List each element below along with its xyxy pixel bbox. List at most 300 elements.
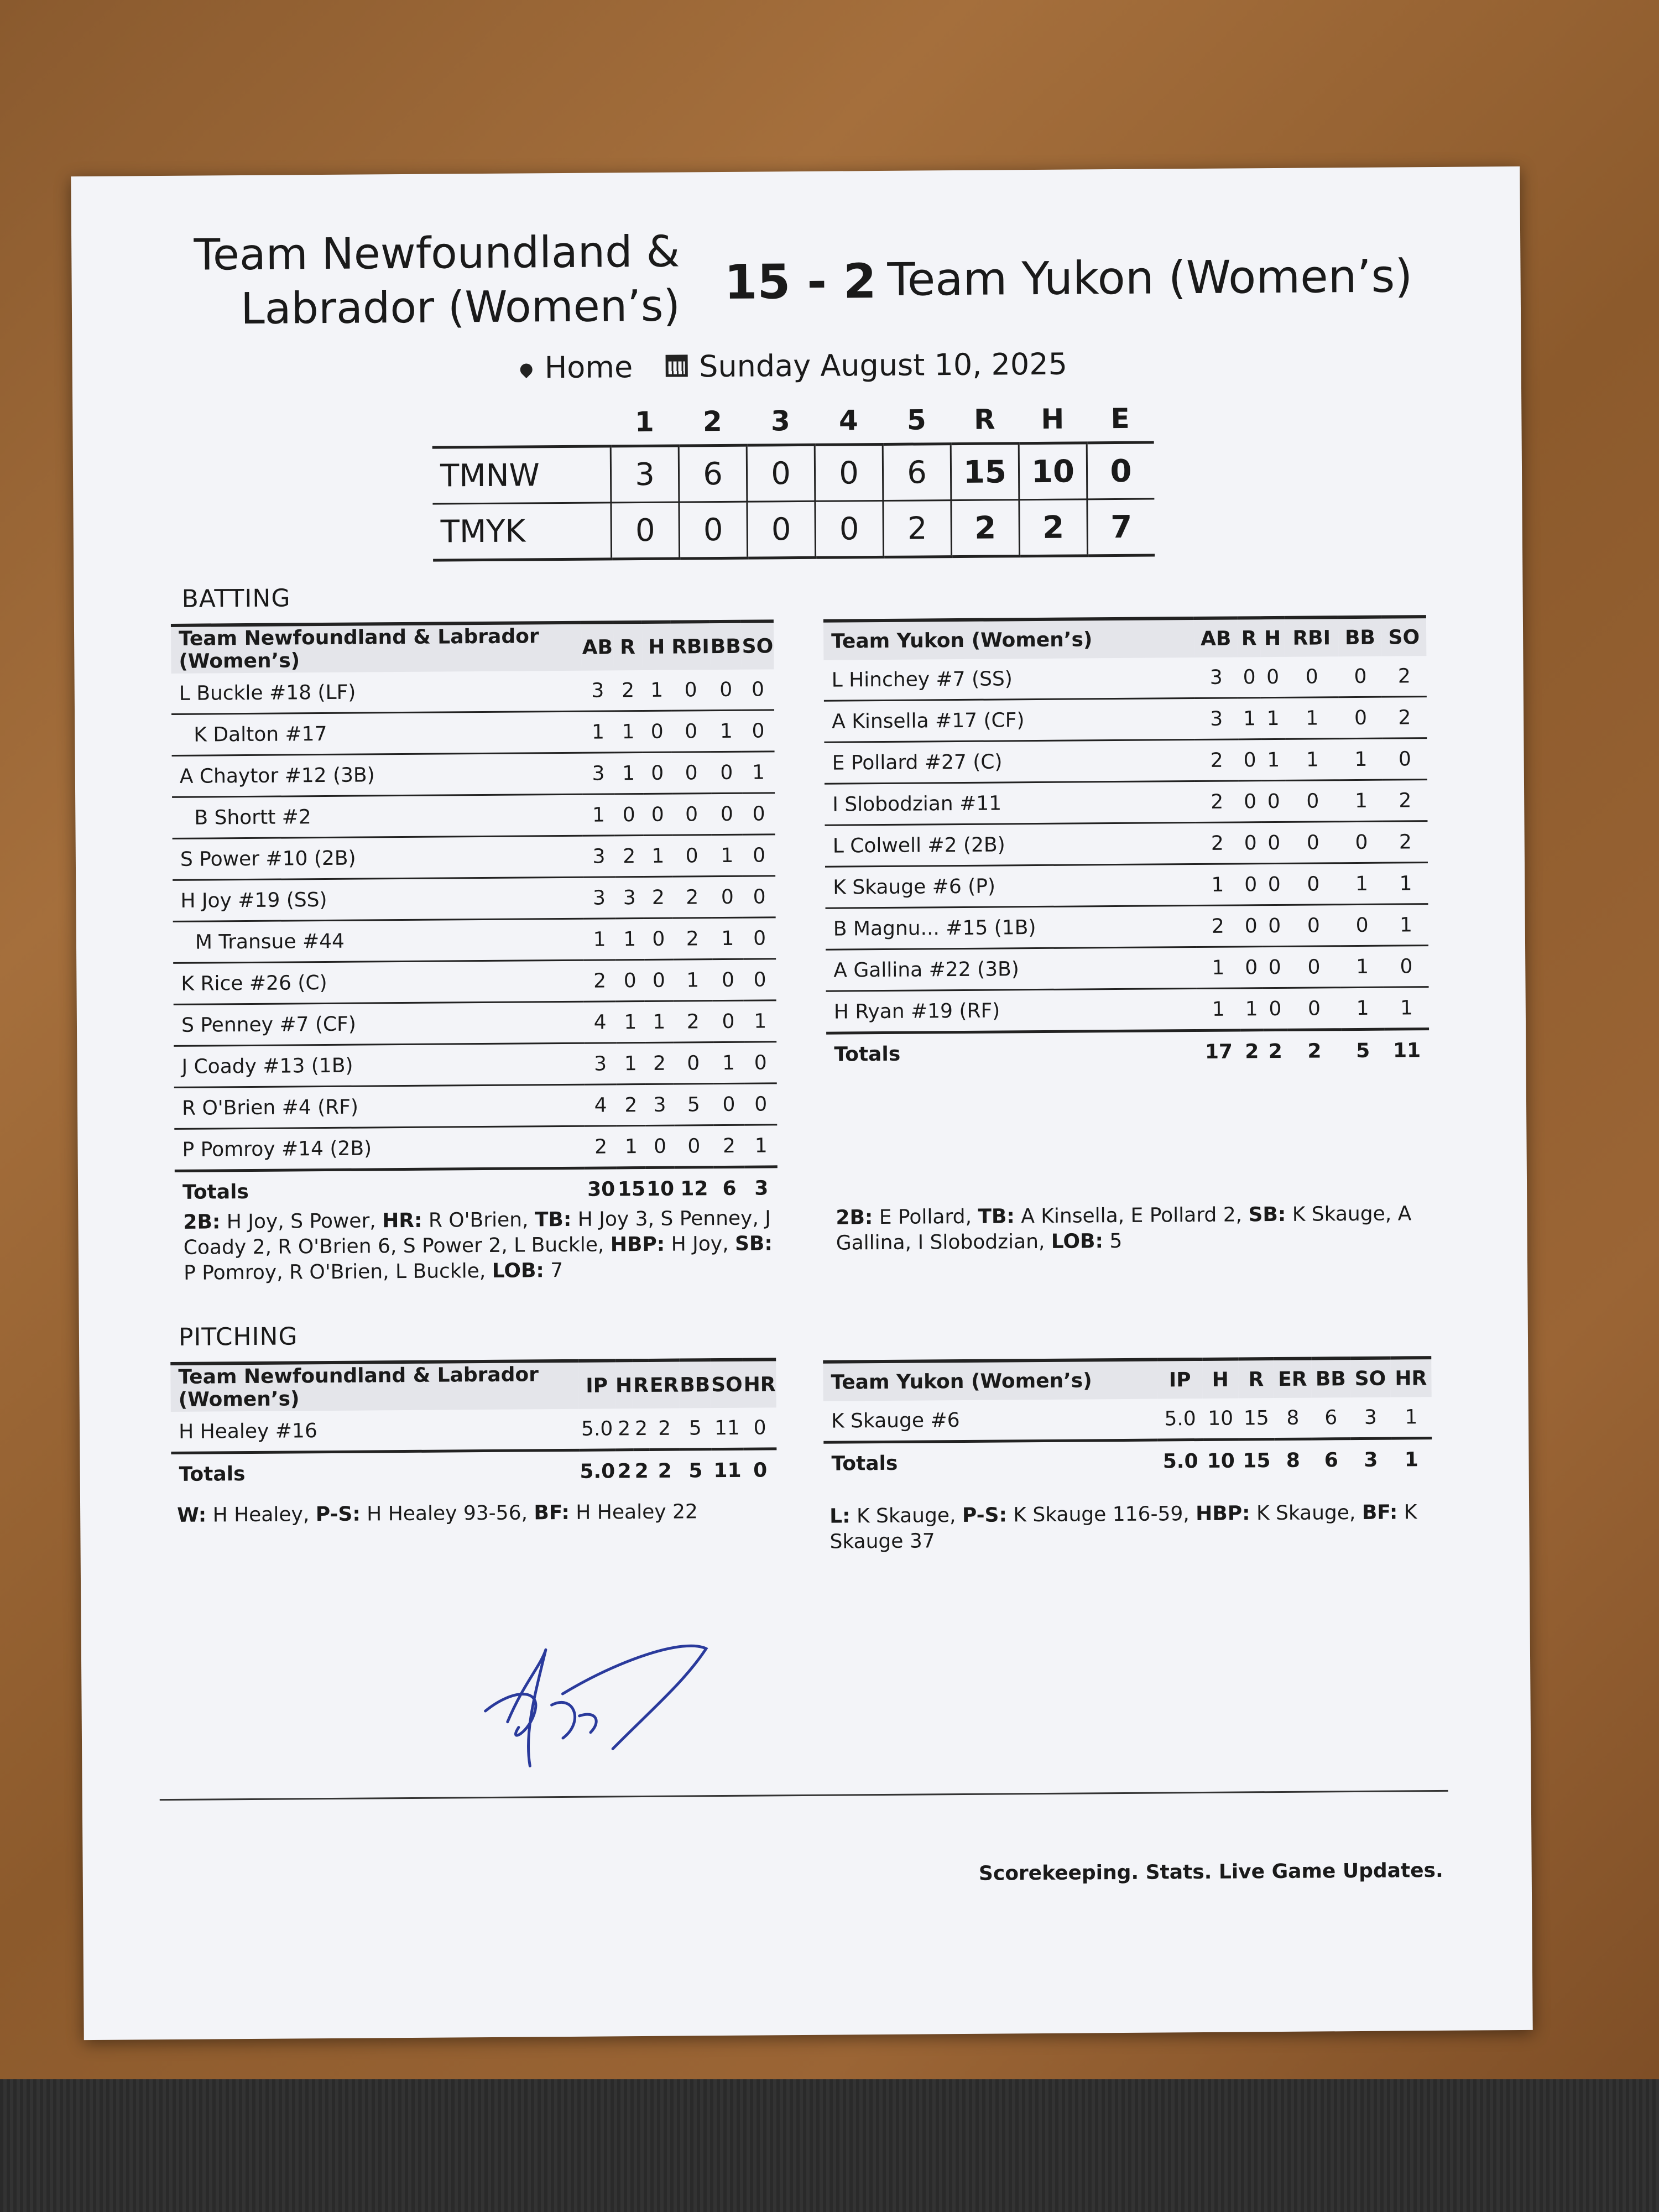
table-row xyxy=(826,987,1430,1034)
table-cell: 5 xyxy=(674,1084,713,1125)
table-cell: H Healey #16 xyxy=(171,1409,579,1453)
table-cell: 2 xyxy=(617,1084,646,1125)
table-cell: 0 xyxy=(643,752,672,794)
home-batting-table xyxy=(171,619,778,1212)
table-row xyxy=(171,669,774,714)
table-cell: 1 xyxy=(1261,739,1286,780)
table-cell: 0 xyxy=(743,1407,776,1449)
table-cell: 0 xyxy=(743,876,776,917)
table-cell: 0 xyxy=(712,959,744,1000)
note-value: H Healey, xyxy=(206,1503,316,1527)
home-team-line2: Labrador (Women’s) xyxy=(240,281,681,335)
totals-row xyxy=(171,1449,776,1494)
column-header: RBI xyxy=(1285,617,1339,657)
note-value: H Healey 22 xyxy=(569,1500,698,1524)
column-header: ER xyxy=(1274,1359,1311,1398)
totals-cell: 11 xyxy=(711,1449,744,1490)
note-key: BF: xyxy=(534,1501,570,1525)
table-cell: S Power #10 (2B) xyxy=(173,836,583,880)
totals-cell: 3 xyxy=(1350,1438,1391,1480)
note-value: K Skauge, A Gallina, I Slobodzian, xyxy=(836,1202,1412,1255)
table-cell: 0 xyxy=(1340,904,1384,946)
totals-cell: 2 xyxy=(615,1450,634,1491)
note-key: HR: xyxy=(382,1209,422,1233)
line-score-header: R xyxy=(973,403,995,436)
table-cell: 0 xyxy=(742,710,775,752)
line-score-corner xyxy=(432,399,611,447)
line-score-cell: 0 xyxy=(815,444,883,501)
totals-row xyxy=(175,1167,778,1212)
table-row xyxy=(824,697,1427,743)
totals-cell: 1 xyxy=(1391,1438,1432,1480)
line-score-header: 5 xyxy=(906,404,926,436)
table-row xyxy=(171,1407,776,1453)
table-cell: 3 xyxy=(1194,698,1238,740)
table-cell: L Colwell #2 (2B) xyxy=(825,823,1196,867)
table-cell: 0 xyxy=(1339,656,1383,697)
table-row xyxy=(172,752,775,797)
note-value: H Joy, S Power, xyxy=(220,1209,383,1234)
game-location: Home xyxy=(544,349,633,385)
line-score-header-row xyxy=(432,396,1154,448)
table-cell: 1 xyxy=(617,1125,646,1167)
table-row xyxy=(172,793,775,839)
table-cell: 0 xyxy=(744,959,776,1000)
table-cell: 1 xyxy=(614,752,643,794)
table-cell: 2 xyxy=(1196,822,1239,864)
location-pin-icon xyxy=(518,361,535,378)
totals-row xyxy=(826,1029,1429,1074)
table-cell: 5.0 xyxy=(1157,1399,1203,1440)
table-cell: R O'Brien #4 (RF) xyxy=(174,1084,585,1129)
table-cell: 2 xyxy=(1383,780,1427,822)
table-cell: K Dalton #17 xyxy=(171,711,582,755)
note-value: H Joy 3, S Penney, J Coady 2, R O'Brien 6, S Power 2, L Buckle, xyxy=(183,1207,771,1259)
column-header: SO xyxy=(1350,1358,1390,1398)
column-header: H xyxy=(642,622,671,670)
table-cell: 0 xyxy=(743,834,775,876)
table-cell: A Kinsella #17 (CF) xyxy=(824,698,1195,743)
table-cell: 3 xyxy=(583,877,615,919)
signature-icon xyxy=(474,1626,740,1783)
table-cell: 0 xyxy=(713,1083,744,1125)
table-cell: 0 xyxy=(672,794,711,835)
totals-cell: 2 xyxy=(1263,1030,1288,1071)
note-key: LOB: xyxy=(1051,1230,1104,1253)
totals-cell: 15 xyxy=(617,1167,646,1209)
column-header: R xyxy=(613,622,643,670)
table-cell: 1 xyxy=(1261,697,1286,739)
note-key: W: xyxy=(177,1504,207,1527)
line-score-cell: 6 xyxy=(679,445,747,502)
game-date: Sunday August 10, 2025 xyxy=(698,346,1068,384)
table-cell: 1 xyxy=(713,1042,744,1083)
column-header: H xyxy=(1260,618,1285,657)
table-cell: 1 xyxy=(645,1001,674,1042)
column-header: ER xyxy=(649,1360,680,1408)
line-score-cell: 3 xyxy=(611,446,679,503)
note-value: K Skauge, xyxy=(850,1504,963,1528)
note-key: BF: xyxy=(1361,1501,1398,1524)
final-score: 15 - 2 xyxy=(724,254,877,310)
line-score-cell: 15 xyxy=(951,444,1019,500)
note-key: TB: xyxy=(534,1208,572,1232)
totals-row xyxy=(823,1438,1432,1484)
table-cell: 3 xyxy=(1350,1397,1391,1439)
table-cell: 2 xyxy=(613,670,643,711)
table-row xyxy=(826,904,1428,950)
table-cell: 3 xyxy=(582,670,614,711)
line-score-cell: 2 xyxy=(1019,499,1088,556)
table-cell: A Gallina #22 (3B) xyxy=(826,947,1197,992)
home-team-line1: Team Newfoundland & xyxy=(194,227,680,280)
table-cell: B Magnu... #15 (1B) xyxy=(826,906,1197,950)
table-cell: 0 xyxy=(1286,780,1340,822)
totals-cell: 6 xyxy=(713,1167,745,1208)
table-row xyxy=(173,876,775,922)
table-cell: 0 xyxy=(672,835,712,877)
column-header: SO xyxy=(1381,617,1426,656)
table-cell: 1 xyxy=(1240,988,1263,1030)
table-cell: 4 xyxy=(585,1084,617,1126)
column-header: BB xyxy=(709,622,741,670)
table-cell: 2 xyxy=(1195,739,1239,781)
table-cell: 0 xyxy=(644,959,674,1001)
table-cell: 1 xyxy=(1384,904,1428,946)
note-key: P-S: xyxy=(962,1504,1008,1527)
table-cell: 2 xyxy=(614,835,644,877)
table-cell: 0 xyxy=(743,793,775,834)
table-row xyxy=(824,738,1427,784)
away-batting-notes xyxy=(836,1201,1433,1256)
table-cell: 0 xyxy=(711,793,743,834)
table-row xyxy=(174,1083,777,1129)
line-score-header: E xyxy=(1110,402,1130,435)
table-cell: 0 xyxy=(1238,739,1261,781)
note-value: E Pollard, xyxy=(873,1205,978,1229)
table-cell: J Coady #13 (1B) xyxy=(174,1043,585,1087)
table-cell: 2 xyxy=(1195,781,1239,823)
table-cell: 1 xyxy=(744,1000,776,1042)
line-score-row-home xyxy=(432,442,1155,504)
table-row xyxy=(173,917,776,963)
table-row xyxy=(173,834,775,880)
table-cell: B Shortt #2 xyxy=(172,794,583,838)
table-cell: 1 xyxy=(1286,739,1340,781)
totals-cell: 2 xyxy=(650,1449,680,1491)
table-cell: 1 xyxy=(1285,697,1339,739)
table-cell: 1 xyxy=(583,919,615,960)
note-key: TB: xyxy=(978,1205,1015,1228)
table-cell: 2 xyxy=(584,960,616,1001)
note-value: P Pomroy, R O'Brien, L Buckle, xyxy=(183,1259,492,1285)
table-cell: I Slobodzian #11 xyxy=(825,781,1196,826)
table-cell: 11 xyxy=(711,1408,743,1449)
table-cell: 0 xyxy=(615,959,645,1001)
table-cell: 0 xyxy=(1384,946,1428,988)
totals-cell: 15 xyxy=(1239,1439,1275,1481)
table-cell: 0 xyxy=(643,794,672,835)
home-pitching-table xyxy=(170,1358,777,1494)
batting-section-label: BATTING xyxy=(181,584,291,613)
floor-background xyxy=(0,2079,1659,2212)
line-score-table xyxy=(432,396,1155,562)
table-cell: 0 xyxy=(744,1042,777,1083)
table-cell: 2 xyxy=(672,877,712,918)
line-score-header: 1 xyxy=(634,405,654,439)
totals-cell: Totals xyxy=(175,1168,586,1212)
table-cell: 0 xyxy=(1286,863,1340,905)
table-cell: 0 xyxy=(1287,905,1341,947)
table-row xyxy=(825,863,1428,909)
column-header: Team Yukon (Women’s) xyxy=(823,1360,1157,1401)
table-row xyxy=(826,946,1428,992)
totals-cell: 12 xyxy=(675,1167,714,1209)
table-cell: 2 xyxy=(644,877,673,918)
table-cell: 1 xyxy=(615,918,644,959)
table-cell: 4 xyxy=(584,1001,616,1043)
table-cell: 1 xyxy=(1340,946,1384,988)
table-cell: 15 xyxy=(1238,1398,1274,1439)
line-score-cell: 0 xyxy=(679,502,748,559)
column-header: BB xyxy=(1311,1358,1350,1397)
totals-cell: 6 xyxy=(1312,1439,1351,1480)
table-cell: 0 xyxy=(1285,656,1339,697)
line-score-header: 3 xyxy=(770,405,790,437)
column-header: AB xyxy=(581,622,613,670)
signature-line xyxy=(160,1790,1448,1801)
table-cell: 0 xyxy=(674,1042,713,1084)
totals-cell: 17 xyxy=(1197,1030,1240,1072)
table-cell: L Buckle #18 (LF) xyxy=(171,671,582,714)
column-header: AB xyxy=(1194,618,1238,658)
table-cell: 1 xyxy=(1383,863,1428,905)
column-header: R xyxy=(1238,618,1260,657)
table-cell: 0 xyxy=(643,711,672,752)
line-score-cell: 6 xyxy=(883,444,951,501)
table-cell: 0 xyxy=(1240,905,1262,947)
table-cell: 0 xyxy=(712,876,743,917)
table-cell: 3 xyxy=(585,1043,617,1084)
note-key: 2B: xyxy=(183,1211,221,1234)
totals-cell: 5.0 xyxy=(1158,1439,1203,1481)
table-cell: K Skauge #6 (P) xyxy=(825,864,1196,909)
table-cell: 1 xyxy=(1197,988,1240,1031)
column-header: HR xyxy=(743,1359,776,1407)
table-cell: 0 xyxy=(1238,657,1260,698)
table-cell: E Pollard #27 (C) xyxy=(824,740,1195,784)
note-key: LOB: xyxy=(492,1259,544,1282)
table-cell: 3 xyxy=(1194,657,1238,698)
table-cell: 1 xyxy=(1339,780,1383,822)
table-cell: 0 xyxy=(1262,863,1287,905)
note-value: K Skauge 37 xyxy=(830,1501,1417,1553)
table-cell: 1 xyxy=(711,710,742,752)
table-cell: 1 xyxy=(1238,698,1261,739)
table-cell: 0 xyxy=(1260,657,1285,698)
note-key: L: xyxy=(830,1505,851,1528)
line-score-cell: 2 xyxy=(883,500,952,557)
line-score-header: H xyxy=(1041,403,1065,435)
note-value: R O'Brien, xyxy=(422,1208,535,1232)
table-cell: 0 xyxy=(743,917,776,959)
score-sheet xyxy=(71,166,1532,2040)
table-cell: 0 xyxy=(1287,946,1341,988)
totals-cell: 8 xyxy=(1274,1439,1312,1480)
table-cell: 2 xyxy=(645,1042,674,1084)
column-header: Team Newfoundland & Labrador (Women’s) xyxy=(170,1361,578,1412)
line-score-team: TMNW xyxy=(432,446,611,504)
home-team-name xyxy=(190,225,680,337)
table-cell: 0 xyxy=(1261,780,1286,822)
table-cell: 5.0 xyxy=(579,1408,615,1450)
table-cell: 1 xyxy=(1340,863,1384,905)
table-row xyxy=(173,959,776,1005)
table-cell: 1 xyxy=(745,1125,778,1167)
column-header: IP xyxy=(1157,1359,1203,1399)
note-key: SB: xyxy=(1248,1203,1286,1227)
table-cell: 1 xyxy=(582,711,614,753)
table-row xyxy=(823,656,1426,701)
note-value: H Healey 93-56, xyxy=(360,1501,534,1526)
table-row xyxy=(823,1397,1432,1442)
table-header-row xyxy=(823,1358,1431,1401)
table-cell: 1 xyxy=(1196,864,1239,906)
table-cell: 0 xyxy=(710,670,742,711)
table-cell: 1 xyxy=(644,835,673,877)
column-header: SO xyxy=(711,1360,743,1408)
line-score-cell: 0 xyxy=(611,502,680,559)
totals-cell: 10 xyxy=(646,1167,675,1209)
table-cell: 0 xyxy=(644,918,674,959)
line-score-header: 4 xyxy=(838,404,858,437)
table-cell: 2 xyxy=(1382,656,1427,697)
table-cell: S Penney #7 (CF) xyxy=(174,1001,585,1046)
table-cell: 1 xyxy=(1196,947,1240,989)
column-header: R xyxy=(633,1360,649,1408)
table-cell: 2 xyxy=(1383,821,1428,863)
table-cell: 3 xyxy=(582,753,614,794)
note-value: 7 xyxy=(544,1259,564,1282)
table-cell: 0 xyxy=(1287,988,1342,1030)
line-score-cell: 2 xyxy=(951,500,1020,557)
column-header: Team Newfoundland & Labrador (Women’s) xyxy=(171,623,582,674)
table-cell: 0 xyxy=(712,1000,744,1042)
table-cell: 0 xyxy=(1261,822,1286,863)
totals-cell: 5 xyxy=(680,1449,711,1491)
column-header: H xyxy=(1202,1359,1238,1399)
table-cell: 0 xyxy=(1262,905,1287,946)
column-header: BB xyxy=(679,1360,711,1408)
line-score-cell: 0 xyxy=(747,445,815,502)
table-cell: 0 xyxy=(742,669,774,710)
table-cell: 1 xyxy=(1384,987,1429,1030)
line-score-cell: 0 xyxy=(1087,442,1154,499)
table-cell: 1 xyxy=(616,1042,645,1084)
totals-cell: 3 xyxy=(745,1167,778,1208)
totals-cell: 0 xyxy=(744,1449,777,1490)
totals-cell: 11 xyxy=(1385,1029,1430,1071)
table-cell: 2 xyxy=(1196,905,1240,947)
note-value: A Kinsella, E Pollard 2, xyxy=(1014,1203,1249,1228)
table-cell: K Rice #26 (C) xyxy=(173,960,584,1004)
table-cell: M Transue #44 xyxy=(173,919,584,963)
table-cell: 0 xyxy=(1340,821,1384,863)
game-meta xyxy=(520,347,1067,385)
column-header: HR xyxy=(1390,1358,1432,1397)
table-row xyxy=(171,710,774,756)
table-cell: 0 xyxy=(1240,947,1262,988)
table-cell: 1 xyxy=(1339,738,1383,780)
away-team-name: Team Yukon (Women’s) xyxy=(887,250,1413,306)
table-cell: 6 xyxy=(1311,1397,1350,1439)
table-cell: 2 xyxy=(1382,697,1427,739)
away-pitching-notes xyxy=(830,1500,1427,1555)
table-cell: 0 xyxy=(614,794,644,835)
table-cell: 1 xyxy=(742,752,775,793)
table-cell: 1 xyxy=(583,794,615,836)
totals-cell: 5 xyxy=(1341,1029,1385,1071)
home-pitching-notes xyxy=(177,1499,774,1528)
note-value: 5 xyxy=(1103,1229,1123,1253)
table-cell: 1 xyxy=(711,834,743,876)
table-cell: 1 xyxy=(712,917,743,959)
table-cell: H Joy #19 (SS) xyxy=(173,877,583,921)
table-cell: 1 xyxy=(614,711,643,752)
table-cell: 10 xyxy=(1203,1399,1239,1440)
table-row xyxy=(174,1042,776,1088)
table-cell: 0 xyxy=(674,1125,713,1167)
table-row xyxy=(174,1125,778,1171)
table-cell: 1 xyxy=(616,1001,645,1042)
table-cell: 2 xyxy=(713,1125,745,1167)
table-cell: 0 xyxy=(744,1083,777,1125)
line-score-header: 2 xyxy=(702,405,722,438)
home-batting-notes xyxy=(183,1206,781,1286)
table-cell: 0 xyxy=(1286,822,1340,864)
table-cell: K Skauge #6 xyxy=(823,1399,1158,1443)
table-cell: 3 xyxy=(615,877,644,918)
line-score-row-away xyxy=(432,499,1155,560)
column-header: RBI xyxy=(671,622,710,670)
table-cell: 8 xyxy=(1274,1398,1312,1439)
table-cell: 0 xyxy=(645,1125,675,1167)
table-cell: 3 xyxy=(583,836,615,877)
line-score-cell: 10 xyxy=(1019,443,1087,500)
column-header: BB xyxy=(1338,617,1382,657)
table-cell: 2 xyxy=(674,1001,713,1042)
totals-cell: Totals xyxy=(171,1450,579,1494)
note-key: HBP: xyxy=(1196,1502,1250,1526)
table-cell: 1 xyxy=(642,670,671,711)
note-value: H Joy, xyxy=(665,1232,735,1256)
table-header-row xyxy=(170,1359,776,1412)
totals-cell: 2 xyxy=(1287,1030,1342,1071)
totals-cell: 5.0 xyxy=(579,1450,615,1491)
note-key: SB: xyxy=(734,1232,773,1255)
note-value: K Skauge 116-59, xyxy=(1006,1503,1196,1527)
table-row xyxy=(174,1000,776,1046)
table-header-row xyxy=(823,617,1426,660)
column-header: Team Yukon (Women’s) xyxy=(823,618,1194,660)
line-score-cell: 7 xyxy=(1087,499,1155,556)
table-cell: 0 xyxy=(711,752,742,793)
table-cell: A Chaytor #12 (3B) xyxy=(172,753,583,797)
table-header-row xyxy=(171,621,774,674)
table-cell: H Ryan #19 (RF) xyxy=(826,989,1197,1034)
table-cell: L Hinchey #7 (SS) xyxy=(823,658,1194,701)
table-cell: 1 xyxy=(1390,1397,1432,1438)
